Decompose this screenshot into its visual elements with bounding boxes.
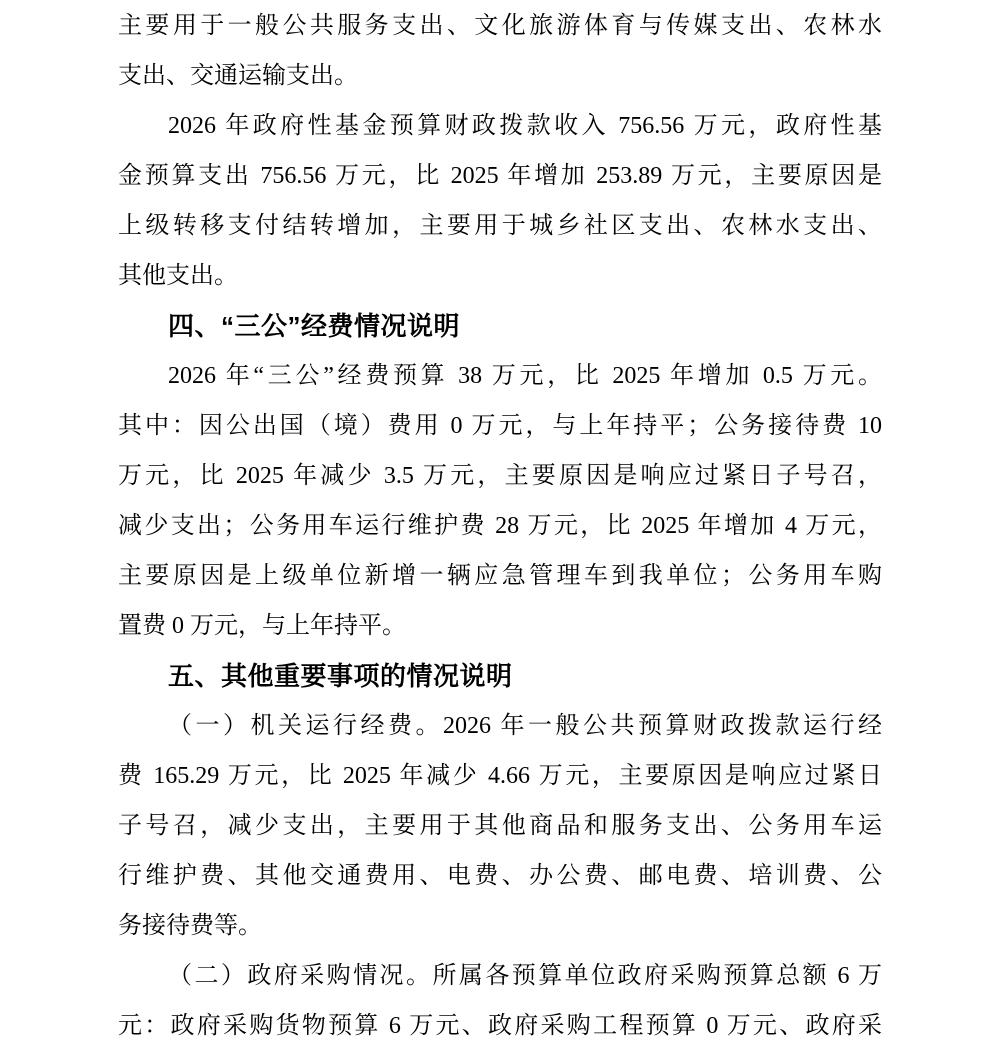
text-line: 2026 年政府性基金预算财政拨款收入 756.56 万元，政府性基: [168, 113, 882, 139]
text-line: （二）政府采购情况。所属各预算单位政府采购预算总额 6 万: [168, 963, 882, 989]
section-heading-five: 五、其他重要事项的情况说明: [168, 661, 513, 691]
text-line: 金预算支出 756.56 万元，比 2025 年增加 253.89 万元，主要原因是: [118, 163, 882, 189]
text-line: 置费 0 万元，与上年持平。: [118, 613, 406, 639]
paragraph-fund-budget: [118, 101, 882, 301]
paragraph-continuation: [118, 1, 882, 101]
text-line: 减少支出；公务用车运行维护费 28 万元，比 2025 年增加 4 万元，: [118, 513, 882, 539]
paragraph-three-public-expenses: [118, 351, 882, 651]
text-line: 子号召，减少支出，主要用于其他商品和服务支出、公务用车运: [118, 813, 882, 839]
text-line: 元：政府采购货物预算 6 万元、政府采购工程预算 0 万元、政府采: [118, 1013, 882, 1039]
text-line: 主要用于一般公共服务支出、文化旅游体育与传媒支出、农林水: [118, 13, 882, 39]
text-line: 其他支出。: [118, 263, 238, 289]
text-line: 行维护费、其他交通费用、电费、办公费、邮电费、培训费、公: [118, 863, 882, 889]
section-heading-four: 四、“三公”经费情况说明: [168, 311, 461, 341]
text-line: 支出、交通运输支出。: [118, 63, 358, 89]
text-line: 务接待费等。: [118, 913, 262, 939]
text-line: 其中：因公出国（境）费用 0 万元，与上年持平；公务接待费 10: [118, 413, 882, 439]
text-line: 费 165.29 万元，比 2025 年减少 4.66 万元，主要原因是响应过紧日: [118, 763, 882, 789]
text-line: 万元，比 2025 年减少 3.5 万元，主要原因是响应过紧日子号召，: [118, 463, 882, 489]
text-line: （一）机关运行经费。2026 年一般公共预算财政拨款运行经: [168, 713, 882, 739]
paragraph-procurement: [118, 951, 882, 1051]
paragraph-operating-expenses: [118, 701, 882, 951]
text-line: 上级转移支付结转增加，主要用于城乡社区支出、农林水支出、: [118, 213, 882, 239]
text-line: 主要原因是上级单位新增一辆应急管理车到我单位；公务用车购: [118, 563, 882, 589]
text-line: 2026 年“三公”经费预算 38 万元，比 2025 年增加 0.5 万元。: [168, 363, 882, 389]
